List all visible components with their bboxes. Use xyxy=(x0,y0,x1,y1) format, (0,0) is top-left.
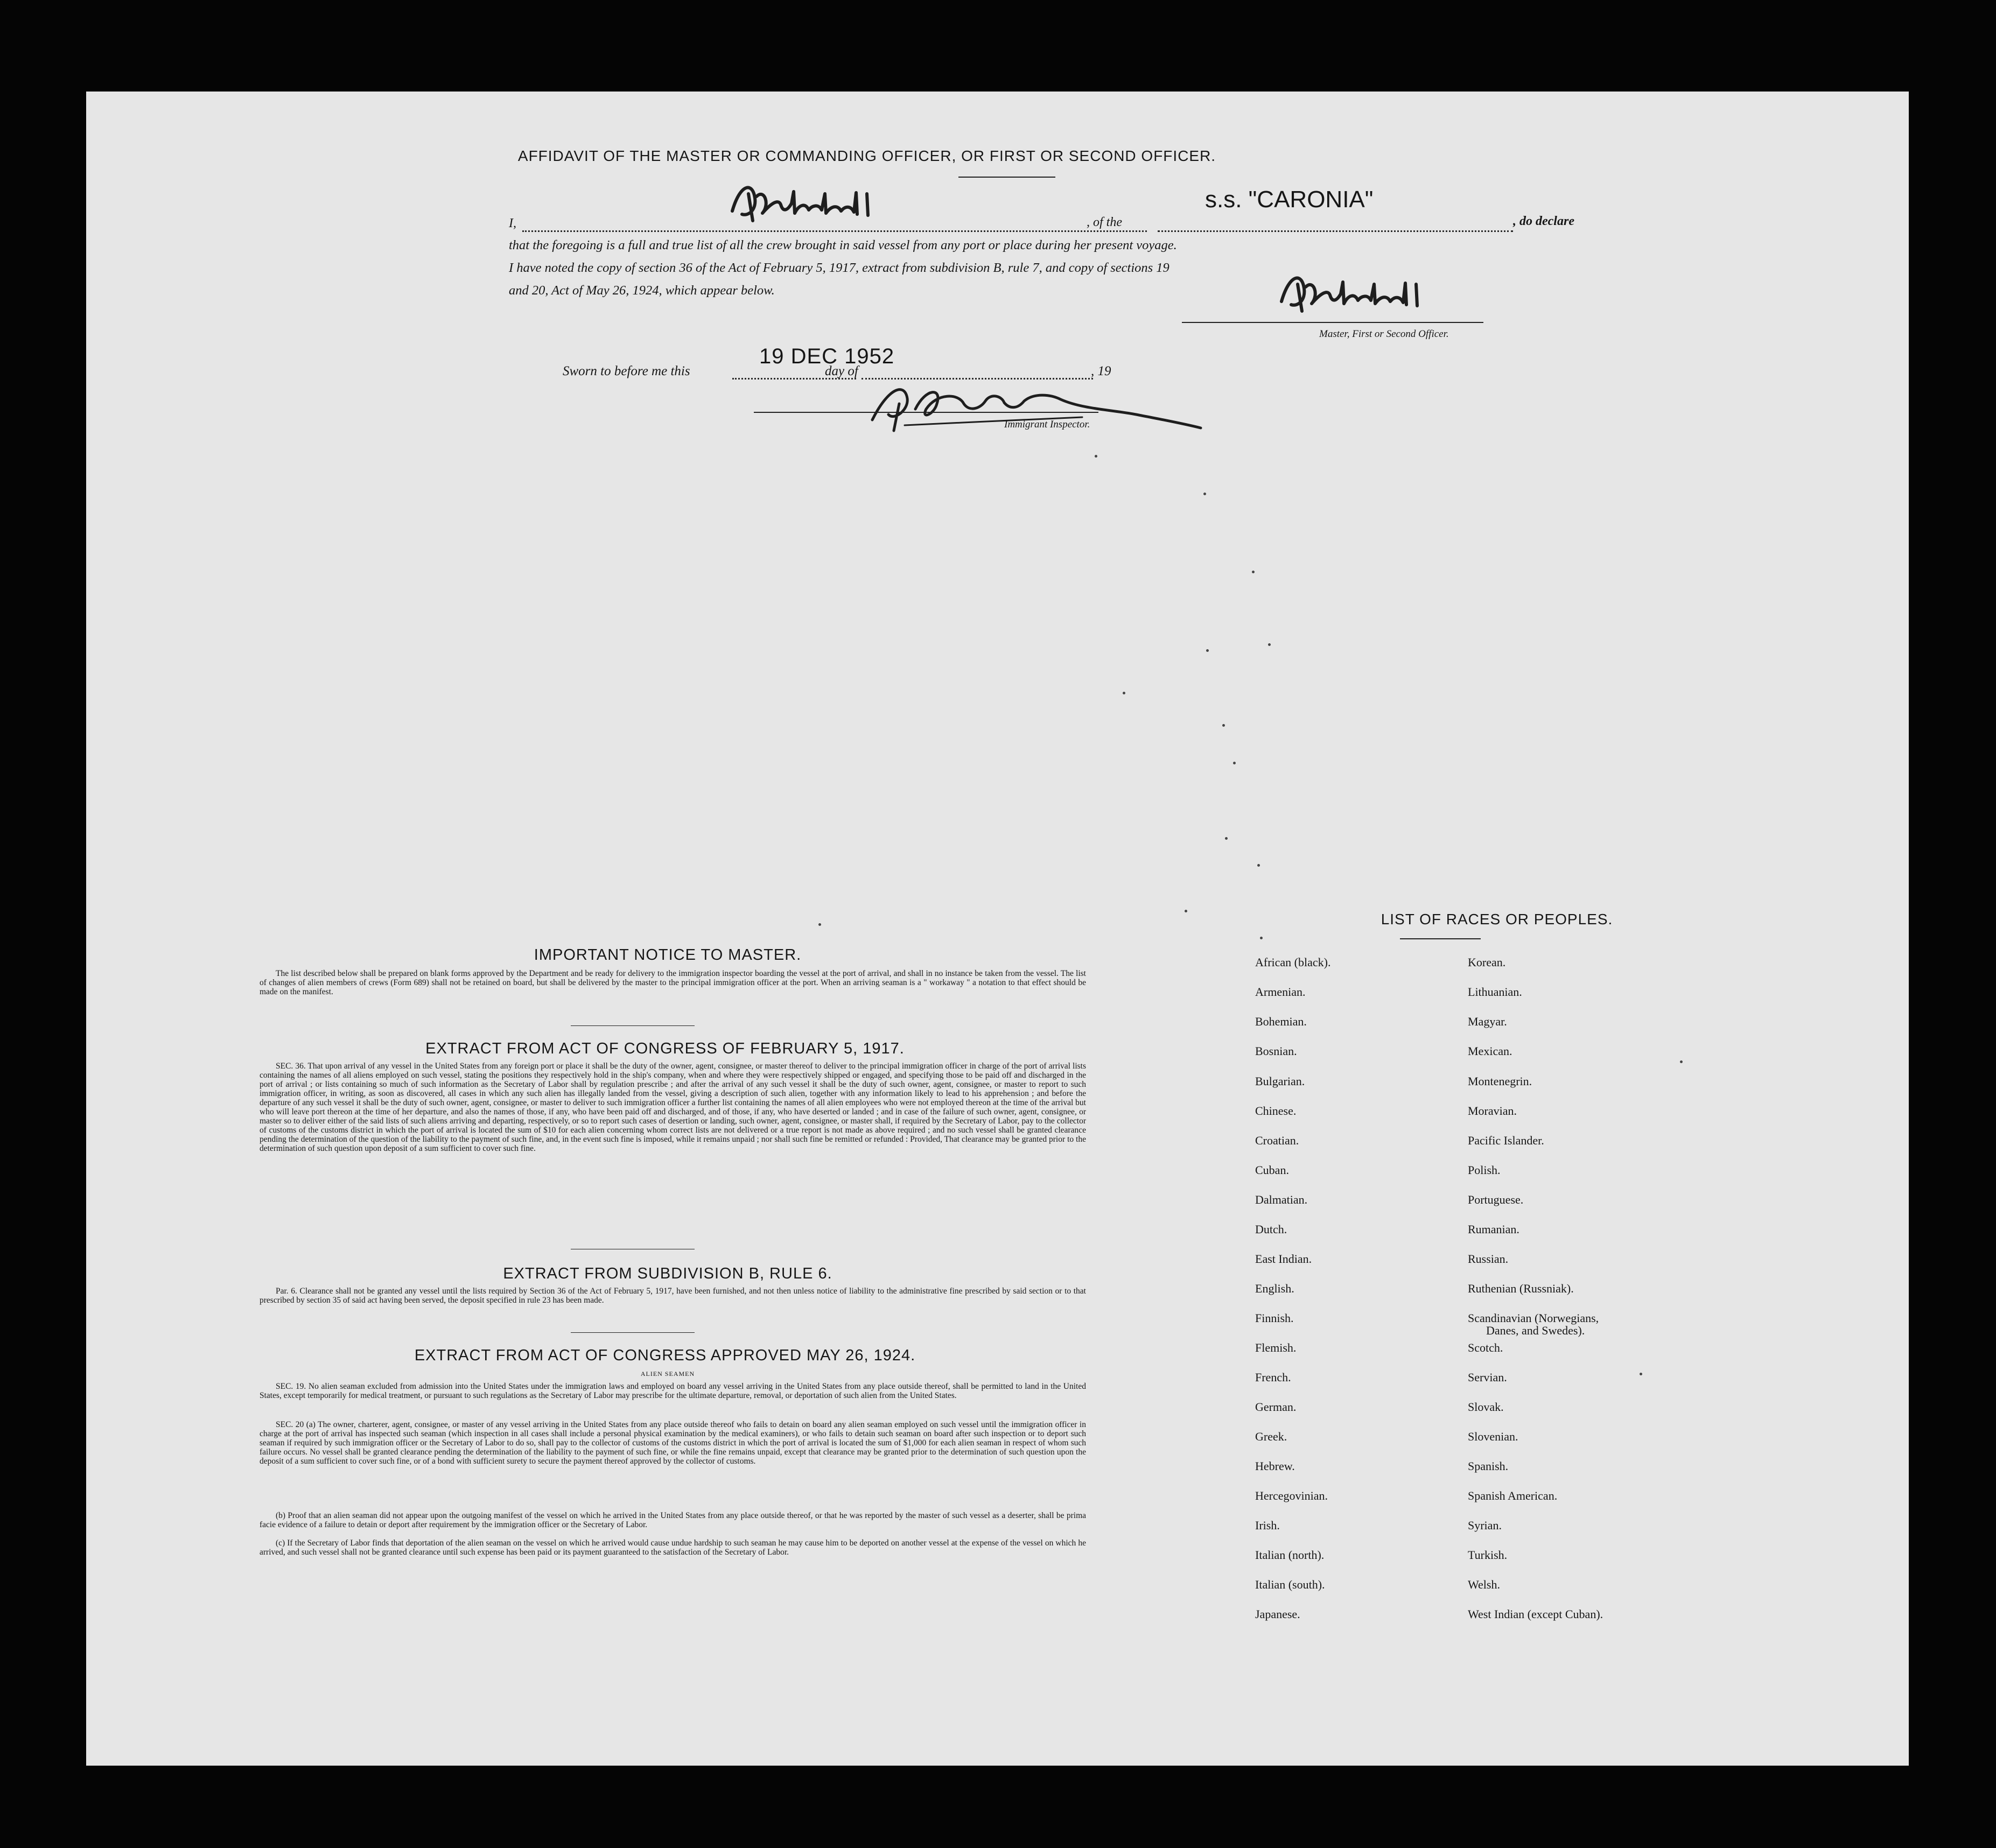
race-item: African (black). xyxy=(1255,955,1331,969)
race-item: Moravian. xyxy=(1468,1104,1517,1118)
race-item: Spanish. xyxy=(1468,1459,1509,1473)
sworn-date-stamp: 19 DEC 1952 xyxy=(759,345,895,368)
extract-1924-title: EXTRACT FROM ACT OF CONGRESS APPROVED MAY 26, 1924. xyxy=(414,1347,916,1364)
race-item: Servian. xyxy=(1468,1371,1507,1384)
guide-dot xyxy=(1095,455,1097,458)
race-item: Slovak. xyxy=(1468,1400,1504,1414)
race-item: Polish. xyxy=(1468,1163,1501,1177)
race-item: Mexican. xyxy=(1468,1044,1512,1058)
sworn-label: Sworn to before me this xyxy=(563,364,690,378)
divider xyxy=(958,177,1055,178)
guide-dot xyxy=(818,923,821,926)
notice-text: The list described below shall be prepared on blank forms approved by the Department and be ready for delivery to the immigration inspector boarding the vessel at the port of arrival, and shall in no instance be taken from the vessel. The list of changes of alien members of crews (Form 689) shall not be retained on board, but shall be delivered by the master to the principal immigration officer at the port. When an arriving seaman is a " workaway " a notation to that effect should be made on the manifest. xyxy=(260,969,1086,996)
guide-dot xyxy=(1203,493,1206,495)
race-item: Hebrew. xyxy=(1255,1459,1295,1473)
race-item: Rumanian. xyxy=(1468,1222,1519,1236)
extract-1924-sec20c: (c) If the Secretary of Labor finds that deportation of the alien seaman on the vessel on which he arrived would cause undue hardship to such seaman he may cause him to be deported on another vessel at the expense of the vessel on which he arrived, and such vessel shall not be granted clearance until such expense has been paid or its payment guaranteed to the satisfaction of the Secretary of Labor. xyxy=(260,1538,1086,1557)
race-item: Scandinavian (Norwegians, xyxy=(1468,1311,1599,1325)
race-item: Croatian. xyxy=(1255,1134,1299,1147)
affidavit-line-2: I have noted the copy of section 36 of the Act of February 5, 1917, extract from subdivision B, rule 7, and copy of sections 19 xyxy=(509,261,1169,275)
guide-dot xyxy=(1185,910,1187,912)
race-item: Welsh. xyxy=(1468,1578,1500,1591)
master-signature-line xyxy=(1182,322,1483,323)
guide-dot xyxy=(1225,837,1228,840)
officer-signature-1 xyxy=(727,172,899,231)
guide-dot xyxy=(1680,1060,1683,1063)
race-item: Danes, and Swedes). xyxy=(1486,1324,1585,1337)
divider xyxy=(1400,938,1481,939)
extract-1917-text: SEC. 36. That upon arrival of any vessel in the United States from any foreign port or place it shall be the duty of the owner, agent, consignee, or master thereof to deliver to the principal immigration officer in charge of the port of arrival lists containing the names of all aliens employed on such vessel, stating the positions they respectively hold in the ship's company, when and where they were respectively shipped or engaged, and specifying those to be paid off and discharged in the port of arrival ; or lists containing so much of such information as the Secretary of Labor shall by regulation prescribe ; and after the arrival of any such vessel it shall be the duty of such owner, agent, consignee, or master to report to such immigration officer, in writing, as soon as discovered, all cases in which any such alien has illegally landed from the vessel, giving a description of such alien, together with any information likely to lead to his apprehension ; and before the departure of any such vessel it shall be the duty of such owner, agent, consignee, or master to deliver to such immigration officer a further list containing the names of all alien employees who were not employed thereon at the time of the arrival but who will leave port thereon at the time of her departure, and also the names of those, if any, who have been paid off and discharged, and of those, if any, who have deserted or landed ; and in case of the failure of such owner, agent, consignee, or master so to deliver either of the said lists of such aliens arriving and departing, respectively, or so to report such cases of desertion or landing, such owner, agent, consignee, or master shall, if required by the Secretary of Labor, pay to the collector of customs of the customs district in which the port of arrival is located the sum of $10 for each alien concerning whom correct lists are not delivered or a true report is not made as above required ; and no such vessel shall be granted clearance pending the determination of the question of the liability to the payment of such fine, and, in the event such fine is imposed, while it remains unpaid ; nor shall such fine be remitted or refunded : Provided, That clearance may be granted prior to the determination of such question upon deposit of a sum sufficient to cover such fine. xyxy=(260,1062,1086,1153)
race-item: Russian. xyxy=(1468,1252,1509,1266)
guide-dot xyxy=(1123,692,1125,694)
guide-dot xyxy=(1252,571,1255,573)
race-item: Slovenian. xyxy=(1468,1430,1518,1443)
day-of-label: day of xyxy=(825,364,858,378)
affidavit-line-3: and 20, Act of May 26, 1924, which appear below. xyxy=(509,283,775,298)
race-item: Korean. xyxy=(1468,955,1506,969)
race-item: Dutch. xyxy=(1255,1222,1287,1236)
vessel-name: s.s. "CARONIA" xyxy=(1205,186,1374,213)
subdivision-text: Par. 6. Clearance shall not be granted any vessel until the lists required by Section 36 of the Act of February 5, 1917, have been furnished, and not then unless notice of liability to the administrative fine prescribed by said section or to that prescribed by section 35 of said act having been served, the deposit specified in rule 23 has been made. xyxy=(260,1287,1086,1305)
races-title: LIST OF RACES OR PEOPLES. xyxy=(1381,911,1613,927)
race-item: Cuban. xyxy=(1255,1163,1289,1177)
extract-1924-sec20b: (b) Proof that an alien seaman did not appear upon the outgoing manifest of the vessel on which he arrived in the United States from any place outside thereof, or that he was reported by the master of such vessel as a deserter, shall be prima facie evidence of a failure to detain or deport after requirement by the immigration officer or the Secretary of Labor. xyxy=(260,1511,1086,1529)
race-item: Flemish. xyxy=(1255,1341,1297,1354)
affidavit-line-1: that the foregoing is a full and true list of all the crew brought in said vessel from any port or place during her present voyage. xyxy=(509,238,1177,252)
alien-seamen-subtitle: ALIEN SEAMEN xyxy=(640,1370,695,1378)
race-item: English. xyxy=(1255,1282,1294,1295)
race-item: Ruthenian (Russniak). xyxy=(1468,1282,1574,1295)
race-item: Italian (north). xyxy=(1255,1548,1325,1562)
inspector-signature-line xyxy=(754,412,1098,413)
race-item: Montenegrin. xyxy=(1468,1074,1532,1088)
guide-dot xyxy=(1233,762,1236,764)
race-item: Pacific Islander. xyxy=(1468,1134,1544,1147)
race-item: Lithuanian. xyxy=(1468,985,1522,999)
guide-dot xyxy=(1268,643,1271,646)
race-item: Scotch. xyxy=(1468,1341,1503,1354)
i-label: I, xyxy=(509,216,516,230)
race-item: Armenian. xyxy=(1255,985,1306,999)
race-item: Italian (south). xyxy=(1255,1578,1325,1591)
inspector-signature xyxy=(856,371,1211,441)
race-item: Portuguese. xyxy=(1468,1193,1524,1206)
guide-dot xyxy=(1260,937,1263,939)
inspector-caption: Immigrant Inspector. xyxy=(1004,419,1090,430)
do-declare: , do declare xyxy=(1513,214,1574,228)
of-the-label: , of the xyxy=(1087,215,1122,229)
race-item: Bosnian. xyxy=(1255,1044,1297,1058)
race-item: Turkish. xyxy=(1468,1548,1508,1562)
guide-dot xyxy=(1222,724,1225,727)
race-item: Finnish. xyxy=(1255,1311,1294,1325)
race-item: Spanish American. xyxy=(1468,1489,1558,1502)
race-item: Bulgarian. xyxy=(1255,1074,1305,1088)
race-item: German. xyxy=(1255,1400,1297,1414)
affidavit-title: AFFIDAVIT OF THE MASTER OR COMMANDING OFFICER, OR FIRST OR SECOND OFFICER. xyxy=(517,147,1216,164)
race-item: East Indian. xyxy=(1255,1252,1312,1266)
guide-dot xyxy=(1206,649,1209,652)
race-item: Japanese. xyxy=(1255,1607,1300,1621)
race-item: Dalmatian. xyxy=(1255,1193,1308,1206)
extract-1924-sec19: SEC. 19. No alien seaman excluded from admission into the United States under the immigration laws and employed on board any vessel arriving in the United States from any place outside thereof, shall be permitted to land in the United States, except temporarily for medical treatment, or pursuant to such regulations as the Secretary of Labor may prescribe for the ultimate departure, removal, or deportation of such alien from the United States. xyxy=(260,1382,1086,1400)
race-item: Hercegovinian. xyxy=(1255,1489,1328,1502)
vessel-line xyxy=(1158,230,1513,232)
guide-dot xyxy=(1640,1373,1642,1375)
notice-title: IMPORTANT NOTICE TO MASTER. xyxy=(534,946,802,964)
race-item: French. xyxy=(1255,1371,1291,1384)
master-caption: Master, First or Second Officer. xyxy=(1319,328,1449,340)
race-item: Greek. xyxy=(1255,1430,1287,1443)
race-item: Magyar. xyxy=(1468,1015,1507,1028)
guide-dot xyxy=(1257,864,1260,867)
race-item: Irish. xyxy=(1255,1519,1280,1532)
officer-signature-2 xyxy=(1276,264,1448,318)
document-page xyxy=(86,92,1909,1766)
extract-1924-sec20a: SEC. 20 (a) The owner, charterer, agent, consignee, or master of any vessel arriving in the United States from any place outside thereof who fails to detain on board any alien seaman employed on such vessel until the immigration officer in charge at the port of arrival has inspected such seaman (which inspection in all cases shall include a personal physical examination by the medical examiners), or who fails to detain such seaman on board after such inspection or to deport such seaman if required by such immigration officer or the Secretary of Labor to do so, shall pay to the collector of customs of the customs district in which the port of arrival is located the sum of $1,000 for each alien seaman in respect of whom such failure occurs. No vessel shall be granted clearance pending the determination of the liability to the payment of such fine, or while the fine remains unpaid, except that clearance may be granted prior to the determination of such question upon the deposit of a sum sufficient to cover such fine, or of a bond with sufficient surety to secure the payment thereof approved by the collector of customs. xyxy=(260,1420,1086,1466)
divider xyxy=(571,1332,695,1333)
year-label: , 19 xyxy=(1091,364,1111,378)
subdivision-title: EXTRACT FROM SUBDIVISION B, RULE 6. xyxy=(503,1265,832,1282)
race-item: Chinese. xyxy=(1255,1104,1297,1118)
race-item: Syrian. xyxy=(1468,1519,1502,1532)
extract-1917-title: EXTRACT FROM ACT OF CONGRESS OF FEBRUARY 5, 1917. xyxy=(425,1040,905,1057)
race-item: Bohemian. xyxy=(1255,1015,1307,1028)
race-item: West Indian (except Cuban). xyxy=(1468,1607,1603,1621)
divider xyxy=(571,1025,695,1026)
